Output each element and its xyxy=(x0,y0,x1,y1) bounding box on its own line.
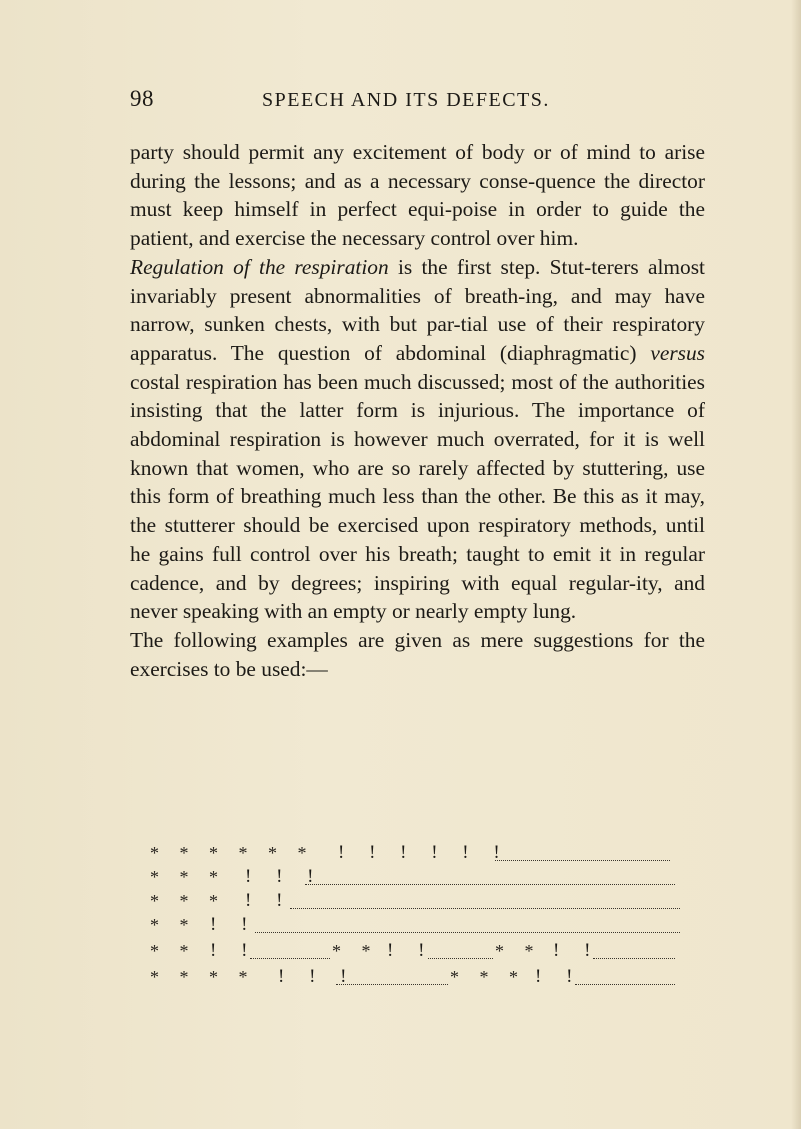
dotted-leader xyxy=(255,932,680,933)
exercise-bangs: ! ! xyxy=(553,940,601,961)
paragraph-continuation: party should permit any excitement of body or of mind to arise during the lessons; and as a necessary conse-quence the director must keep himself in perfect equi-poise in order to guide the patient, and exercise the necessary control over him. xyxy=(130,140,705,251)
dotted-leader xyxy=(336,984,448,985)
body-text xyxy=(130,138,705,683)
dotted-leader xyxy=(495,860,670,861)
italic-lead: Regulation of the respiration xyxy=(130,254,389,279)
exercise-bangs: ! ! xyxy=(210,914,258,935)
exercise-bangs: ! ! ! xyxy=(245,866,324,887)
exercise-stars: * * * * * * xyxy=(150,843,315,863)
italic-versus: versus xyxy=(650,340,705,365)
exercise-row-3 xyxy=(150,888,690,912)
exercise-bangs: ! ! xyxy=(210,940,258,961)
exercise-row-4 xyxy=(150,912,690,936)
exercise-stars: * * xyxy=(150,915,197,935)
paragraph-respiration-text-b: costal respiration has been much discussed; most of the authorities insisting that the latter form is injurious. The importance of abdominal respiration is however much overrated, for it is well known that women, who are so rarely affected by stuttering, use this form of breathing much less than the other. Be this as it may, the stutterer should be exercised upon respiratory methods, until he gains full control over his breath; taught to emit it in regular cadence, and by degrees; inspiring with equal regular-ity, and never speaking with an empty or nearly empty lung. xyxy=(130,369,705,624)
dotted-leader xyxy=(305,884,675,885)
exercise-stars: * * xyxy=(332,941,379,961)
breathing-exercises xyxy=(150,840,690,1090)
dotted-leader xyxy=(250,958,330,959)
exercise-stars: * * xyxy=(150,941,197,961)
exercise-row-1 xyxy=(150,840,690,864)
paragraph-respiration-text-a: is the first step. Stut-terers almost invariably present abnormalities of breath-ing, and may have narrow, sunken chests, with but par-tial use of their respiratory apparatus. The question of abdominal (diaphragmatic) xyxy=(130,254,706,365)
exercise-row-6 xyxy=(150,964,690,988)
dotted-leader xyxy=(575,984,675,985)
page-header xyxy=(130,86,705,116)
dotted-leader xyxy=(290,908,680,909)
exercise-bangs: ! ! ! xyxy=(278,966,357,987)
exercise-stars: * * * xyxy=(150,891,226,911)
dotted-leader xyxy=(593,958,675,959)
page-edge-shadow xyxy=(791,0,801,1129)
exercise-bangs: ! ! xyxy=(535,966,583,987)
exercise-stars: * * * * xyxy=(150,967,256,987)
paragraph-respiration xyxy=(130,253,705,626)
exercise-row-5 xyxy=(150,938,690,962)
dotted-leader xyxy=(428,958,493,959)
page-number: 98 xyxy=(130,86,154,111)
exercise-stars: * * * xyxy=(450,967,526,987)
paragraph-examples-intro: The following examples are given as mere suggestions for the exercises to be used:— xyxy=(130,627,705,681)
exercise-stars: * * xyxy=(495,941,542,961)
running-head: SPEECH AND ITS DEFECTS. xyxy=(262,89,550,111)
exercise-bangs: ! ! xyxy=(245,890,293,911)
exercise-row-2 xyxy=(150,864,690,888)
exercise-bangs: ! ! ! ! ! ! xyxy=(338,842,510,863)
exercise-stars: * * * xyxy=(150,867,226,887)
exercise-bangs: ! ! xyxy=(387,940,435,961)
